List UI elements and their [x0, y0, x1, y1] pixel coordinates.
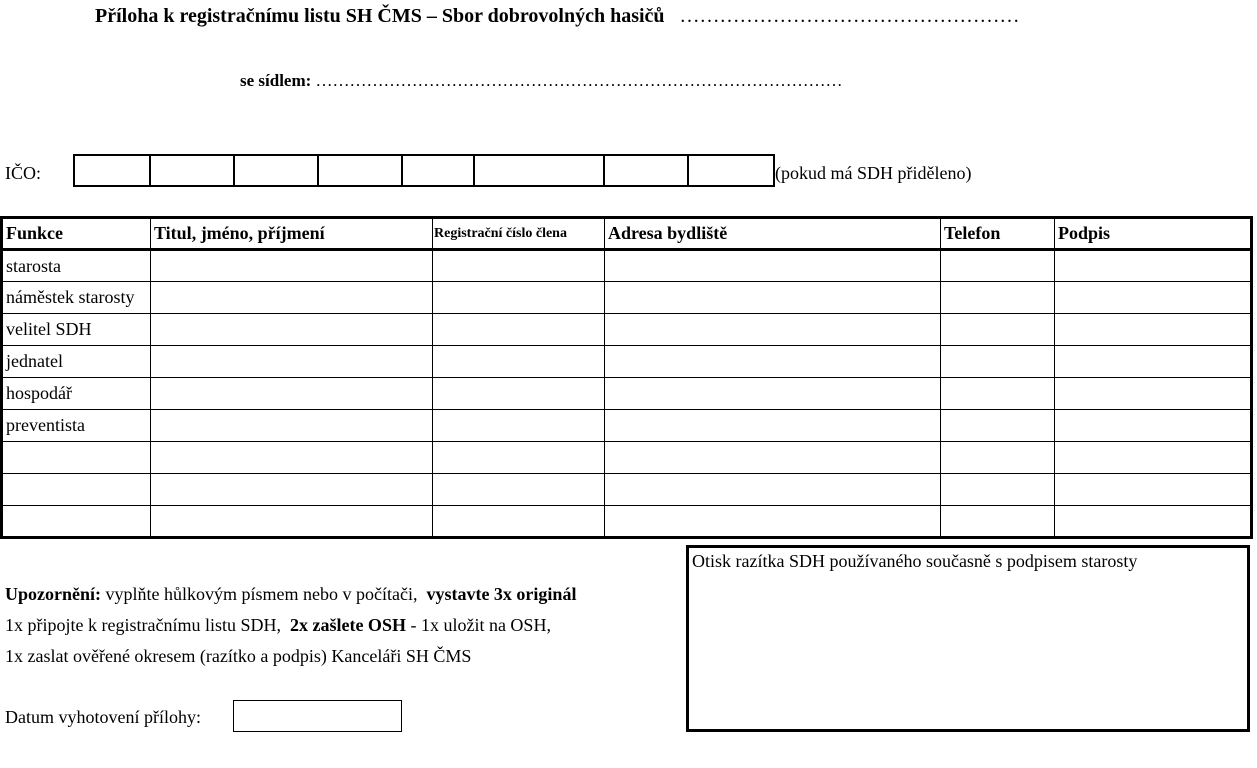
cell-funkce[interactable] [2, 474, 151, 506]
cell-reg-number[interactable] [433, 250, 605, 282]
ico-digit-box[interactable] [319, 156, 403, 185]
table-row [2, 410, 1252, 442]
cell-name[interactable] [151, 506, 433, 538]
table-header-row [2, 218, 1252, 250]
cell-name[interactable] [151, 442, 433, 474]
cell-phone[interactable] [941, 314, 1055, 346]
cell-address[interactable] [605, 250, 941, 282]
cell-signature[interactable] [1055, 474, 1252, 506]
notice-line-2-rest: - 1x uložit na OSH, [405, 615, 551, 635]
cell-phone[interactable] [941, 346, 1055, 378]
table-row [2, 346, 1252, 378]
date-input[interactable] [233, 700, 402, 732]
ico-digit-box[interactable] [475, 156, 605, 185]
ico-digit-box[interactable] [235, 156, 319, 185]
notice-line-1 [5, 584, 576, 605]
ico-digit-box[interactable] [403, 156, 475, 185]
notice-line-2 [5, 615, 551, 636]
date-label: Datum vyhotovení přílohy: [5, 707, 201, 727]
seat-label: se sídlem: [240, 71, 312, 90]
cell-signature[interactable] [1055, 282, 1252, 314]
cell-reg-number[interactable] [433, 314, 605, 346]
cell-phone[interactable] [941, 282, 1055, 314]
cell-address[interactable] [605, 506, 941, 538]
cell-reg-number[interactable] [433, 346, 605, 378]
cell-address[interactable] [605, 314, 941, 346]
cell-funkce: náměstek starosty [2, 282, 151, 314]
cell-phone[interactable] [941, 474, 1055, 506]
stamp-area[interactable] [686, 545, 1250, 732]
table-row [2, 282, 1252, 314]
cell-address[interactable] [605, 282, 941, 314]
cell-funkce: velitel SDH [2, 314, 151, 346]
seat-line [240, 71, 843, 91]
cell-phone[interactable] [941, 506, 1055, 538]
cell-funkce: jednatel [2, 346, 151, 378]
notice-line-3: 1x zaslat ověřené okresem (razítko a podpis) Kanceláři SH ČMS [5, 646, 472, 666]
sdh-name-fill-line[interactable]: …………………………………………… [679, 5, 1020, 27]
cell-name[interactable] [151, 346, 433, 378]
cell-reg-number[interactable] [433, 378, 605, 410]
cell-signature[interactable] [1055, 506, 1252, 538]
cell-signature[interactable] [1055, 410, 1252, 442]
ico-digit-box[interactable] [689, 156, 773, 185]
cell-reg-number[interactable] [433, 474, 605, 506]
ico-note: (pokud má SDH přiděleno) [775, 163, 972, 183]
cell-reg-number[interactable] [433, 442, 605, 474]
cell-funkce: starosta [2, 250, 151, 282]
column-header-address: Adresa bydliště [605, 218, 941, 250]
table-row [2, 506, 1252, 538]
column-header-name: Titul, jméno, příjmení [151, 218, 433, 250]
cell-funkce: preventista [2, 410, 151, 442]
table-row [2, 250, 1252, 282]
cell-signature[interactable] [1055, 250, 1252, 282]
cell-phone[interactable] [941, 442, 1055, 474]
cell-phone[interactable] [941, 410, 1055, 442]
table-row [2, 474, 1252, 506]
cell-name[interactable] [151, 282, 433, 314]
seat-fill-line[interactable]: ………………………………………………………………………………… [315, 71, 843, 90]
table-row [2, 314, 1252, 346]
cell-address[interactable] [605, 378, 941, 410]
table-row [2, 378, 1252, 410]
form-title [95, 5, 1020, 28]
cell-phone[interactable] [941, 378, 1055, 410]
cell-funkce[interactable] [2, 506, 151, 538]
notice-line-2-text: 1x připojte k registračnímu listu SDH, [5, 615, 290, 635]
cell-phone[interactable] [941, 250, 1055, 282]
cell-name[interactable] [151, 250, 433, 282]
cell-signature[interactable] [1055, 378, 1252, 410]
cell-signature[interactable] [1055, 346, 1252, 378]
column-header-phone: Telefon [941, 218, 1055, 250]
cell-address[interactable] [605, 410, 941, 442]
cell-signature[interactable] [1055, 314, 1252, 346]
cell-funkce[interactable] [2, 442, 151, 474]
cell-address[interactable] [605, 346, 941, 378]
ico-digit-box[interactable] [605, 156, 689, 185]
notice-line-1-text: vyplňte hůlkovým písmem nebo v počítači, [101, 584, 427, 604]
ico-label: IČO: [5, 163, 41, 183]
cell-signature[interactable] [1055, 442, 1252, 474]
column-header-signature: Podpis [1055, 218, 1252, 250]
column-header-reg-number: Registrační číslo člena [433, 218, 605, 250]
cell-name[interactable] [151, 378, 433, 410]
notice-line-2-bold: 2x zašlete OSH [289, 615, 406, 635]
notice-line-1-bold: vystavte 3x originál [426, 584, 577, 604]
notice-label: Upozornění: [5, 584, 101, 604]
cell-name[interactable] [151, 474, 433, 506]
cell-reg-number[interactable] [433, 282, 605, 314]
cell-reg-number[interactable] [433, 410, 605, 442]
cell-reg-number[interactable] [433, 506, 605, 538]
cell-name[interactable] [151, 314, 433, 346]
cell-address[interactable] [605, 442, 941, 474]
ico-input-boxes [73, 154, 775, 187]
cell-address[interactable] [605, 474, 941, 506]
ico-digit-box[interactable] [151, 156, 235, 185]
stamp-caption: Otisk razítka SDH používaného současně s podpisem starosty [692, 551, 1138, 571]
ico-digit-box[interactable] [75, 156, 151, 185]
form-title-text: Příloha k registračnímu listu SH ČMS – Sbor dobrovolných hasičů [95, 5, 665, 27]
table-row [2, 442, 1252, 474]
cell-funkce: hospodář [2, 378, 151, 410]
column-header-funkce: Funkce [2, 218, 151, 250]
cell-name[interactable] [151, 410, 433, 442]
officials-table [0, 216, 1253, 539]
